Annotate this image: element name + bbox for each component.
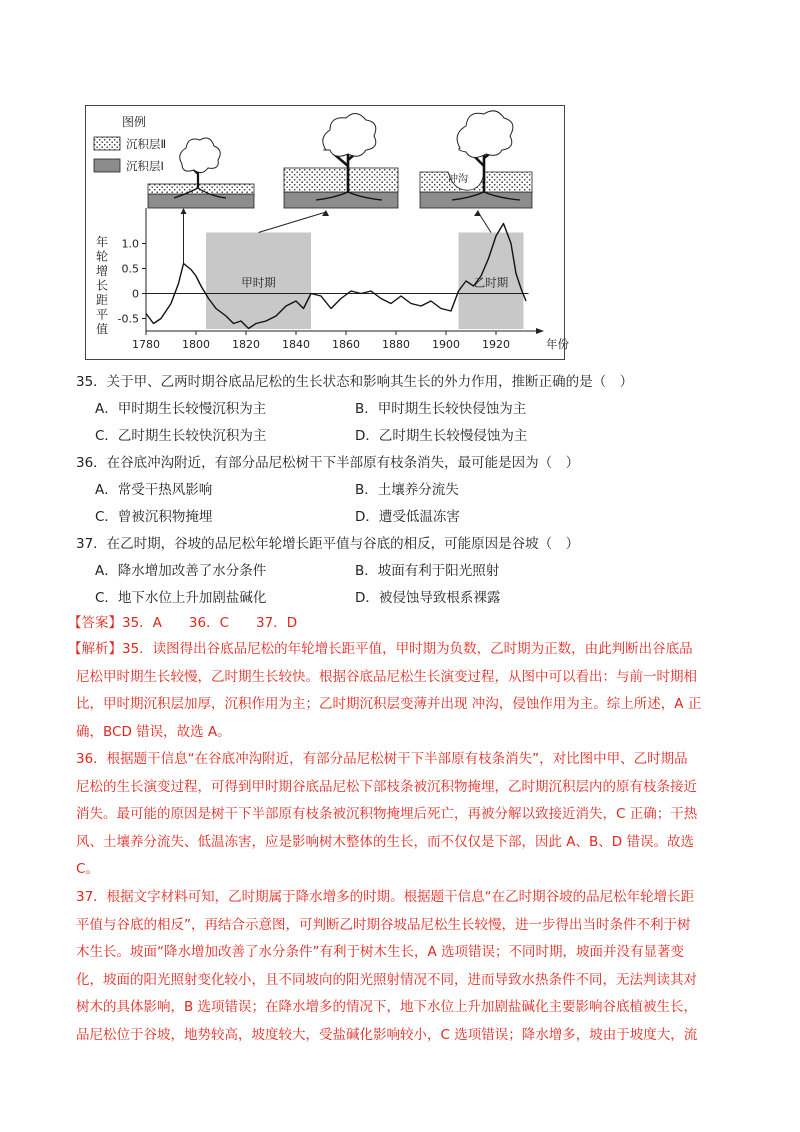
question-36-option-c: C．曾被沉积物掩埋 — [95, 509, 213, 525]
analysis-37-line: 平值与谷底的相反”，再结合示意图，可判断乙时期谷坡品尼松生长较慢，进一步得出当时条件不利于树 — [76, 916, 691, 933]
period-label-jia: 甲时期 — [241, 275, 276, 290]
x-tick-label: 1800 — [182, 338, 210, 351]
legend-title: 图例 — [122, 115, 147, 129]
y-axis-title-char: 距 — [96, 293, 109, 307]
x-tick-label: 1920 — [482, 338, 510, 351]
legend-label-layer1: 沉积层Ⅰ — [126, 159, 164, 173]
analysis-37-line: 品尼松位于谷坡，地势较高，坡度较大，受盐碱化影响较小，C 选项错误；降水增多，坡由于坡度大，流 — [76, 1026, 698, 1043]
y-tick-label: 0.5 — [121, 262, 139, 276]
figure-tree-ring-chart — [85, 105, 569, 360]
analysis-35-line: 【解析】35．读图得出谷底品尼松的年轮增长距平值，甲时期为负数，乙时期为正数，由此判断出谷底品 — [68, 641, 693, 657]
analysis-35-line: 比，甲时期沉积层加厚，沉积作用为主；乙时期沉积层变薄并出现 冲沟，侵蚀作用为主。综上所述，A 正 — [76, 696, 702, 712]
x-tick-label: 1880 — [382, 338, 410, 351]
question-35-option-c: C．乙时期生长较快沉积为主 — [95, 428, 267, 444]
legend-swatch-layer1 — [94, 159, 120, 172]
x-tick-label: 1900 — [432, 338, 460, 351]
x-axis-arrow — [536, 328, 544, 334]
analysis-36-line: 尼松的生长演变过程，可得到甲时期谷底品尼松下部枝条被沉积物掩埋，乙时期沉积层内的原有枝条接近 — [76, 778, 697, 795]
y-axis-title-char: 长 — [96, 278, 109, 293]
y-axis-title-char: 值 — [96, 322, 109, 336]
x-tick-label: 1860 — [332, 338, 360, 351]
legend-swatch-layer2 — [94, 137, 120, 150]
stage-2-illustration — [284, 113, 398, 208]
question-35-option-d: D．乙时期生长较慢侵蚀为主 — [355, 428, 528, 444]
analysis-37-line: 37．根据文字材料可知，乙时期属于降水增多的时期。根据题干信息“在乙时期谷坡的品尼松年轮增长距 — [76, 889, 695, 905]
y-axis-title-char: 增 — [96, 264, 109, 278]
y-tick-label: 1.0 — [121, 237, 139, 251]
question-37-option-b: B．坡面有利于阳光照射 — [355, 563, 500, 579]
y-tick-label: -0.5 — [117, 312, 139, 326]
analysis-37-line: 木生长。坡面“降水增加改善了水分条件”有利于树木生长，A 选项错误；不同时期，坡面并没有显著变 — [76, 944, 685, 960]
analysis-35-line: 尼松甲时期生长较慢，乙时期生长较快。根据谷底品尼松生长演变过程，从图中可以看出：与前一时期相 — [76, 668, 697, 685]
period-label-yi: 乙时期 — [473, 275, 509, 290]
question-36-option-a: A．常受干热风影响 — [95, 482, 213, 498]
question-37-stem: 37．在乙时期，谷坡的品尼松年轮增长距平值与谷底的相反，可能原因是谷坡（ ） — [76, 536, 580, 552]
x-tick-label: 1820 — [232, 338, 260, 351]
x-tick-label: 1780 — [132, 338, 160, 351]
y-axis-title-char: 轮 — [96, 249, 109, 264]
arrow-head — [474, 210, 481, 216]
analysis-37-line: 树木的具体影响，B 选项错误；在降水增多的情况下，地下水位上升加剧盐碱化主要影响谷底植被生长， — [76, 999, 698, 1015]
analysis-37 — [76, 884, 730, 1049]
arrow-head — [181, 208, 187, 214]
question-37-option-d: D．被侵蚀导致根系裸露 — [355, 590, 501, 606]
question-35-option-a: A．甲时期生长较慢沉积为主 — [95, 401, 267, 417]
analysis-36 — [76, 746, 730, 884]
figure-svg — [86, 106, 569, 361]
analysis-35-line: 确，BCD 错误，故选 A。 — [76, 723, 231, 740]
analysis-36-line: 风、土壤养分流失、低温冻害，应是影响树木整体的生长，而不仅仅是下部，因此 A、B、D 错误。故选 — [76, 833, 694, 850]
legend-label-layer2: 沉积层Ⅱ — [126, 137, 167, 151]
stage-3-illustration — [420, 111, 532, 208]
analysis-36-line: C。 — [76, 861, 99, 877]
answer-line: 【答案】35．A 36．C 37．D — [68, 615, 298, 631]
question-36-option-d: D．遭受低温冻害 — [355, 509, 460, 525]
analysis-36-line: 36．根据题干信息“在谷底冲沟附近，有部分品尼松树干下半部原有枝条消失”，对比图中甲、乙时期品 — [76, 751, 688, 767]
question-36-option-b: B．土壤养分流失 — [355, 482, 459, 498]
chart-area — [96, 208, 569, 351]
analysis-36-line: 消失。最可能的原因是树干下半部原有枝条被沉积物掩埋后死亡，再被分解以致接近消失，C 正确；干热 — [76, 806, 698, 822]
y-axis-title-char: 年 — [96, 235, 109, 249]
analysis-35 — [68, 636, 730, 746]
y-axis-title-char: 平 — [96, 307, 109, 322]
question-37-option-a: A．降水增加改善了水分条件 — [95, 563, 267, 579]
question-36-stem: 36．在谷底冲沟附近，有部分品尼松树干下半部原有枝条消失，最可能是因为（ ） — [76, 455, 580, 471]
gully-label: 冲沟 — [448, 174, 468, 185]
question-37-option-c: C．地下水位上升加剧盐碱化 — [95, 590, 267, 606]
question-35-option-b: B．甲时期生长较快侵蚀为主 — [355, 401, 527, 417]
y-tick-label: 0 — [132, 287, 139, 301]
x-axis-title: 年份 — [546, 337, 569, 351]
x-tick-label: 1840 — [282, 338, 310, 351]
question-35-stem: 35．关于甲、乙两时期谷底品尼松的生长状态和影响其生长的外力作用，推断正确的是（ ） — [76, 374, 634, 390]
analysis-37-line: 化，坡面的阳光照射变化较小，且不同坡向的阳光照射情况不同，进而导致水热条件不同，无法判读其对 — [76, 971, 697, 988]
arrow-to-stage-2 — [259, 212, 327, 233]
